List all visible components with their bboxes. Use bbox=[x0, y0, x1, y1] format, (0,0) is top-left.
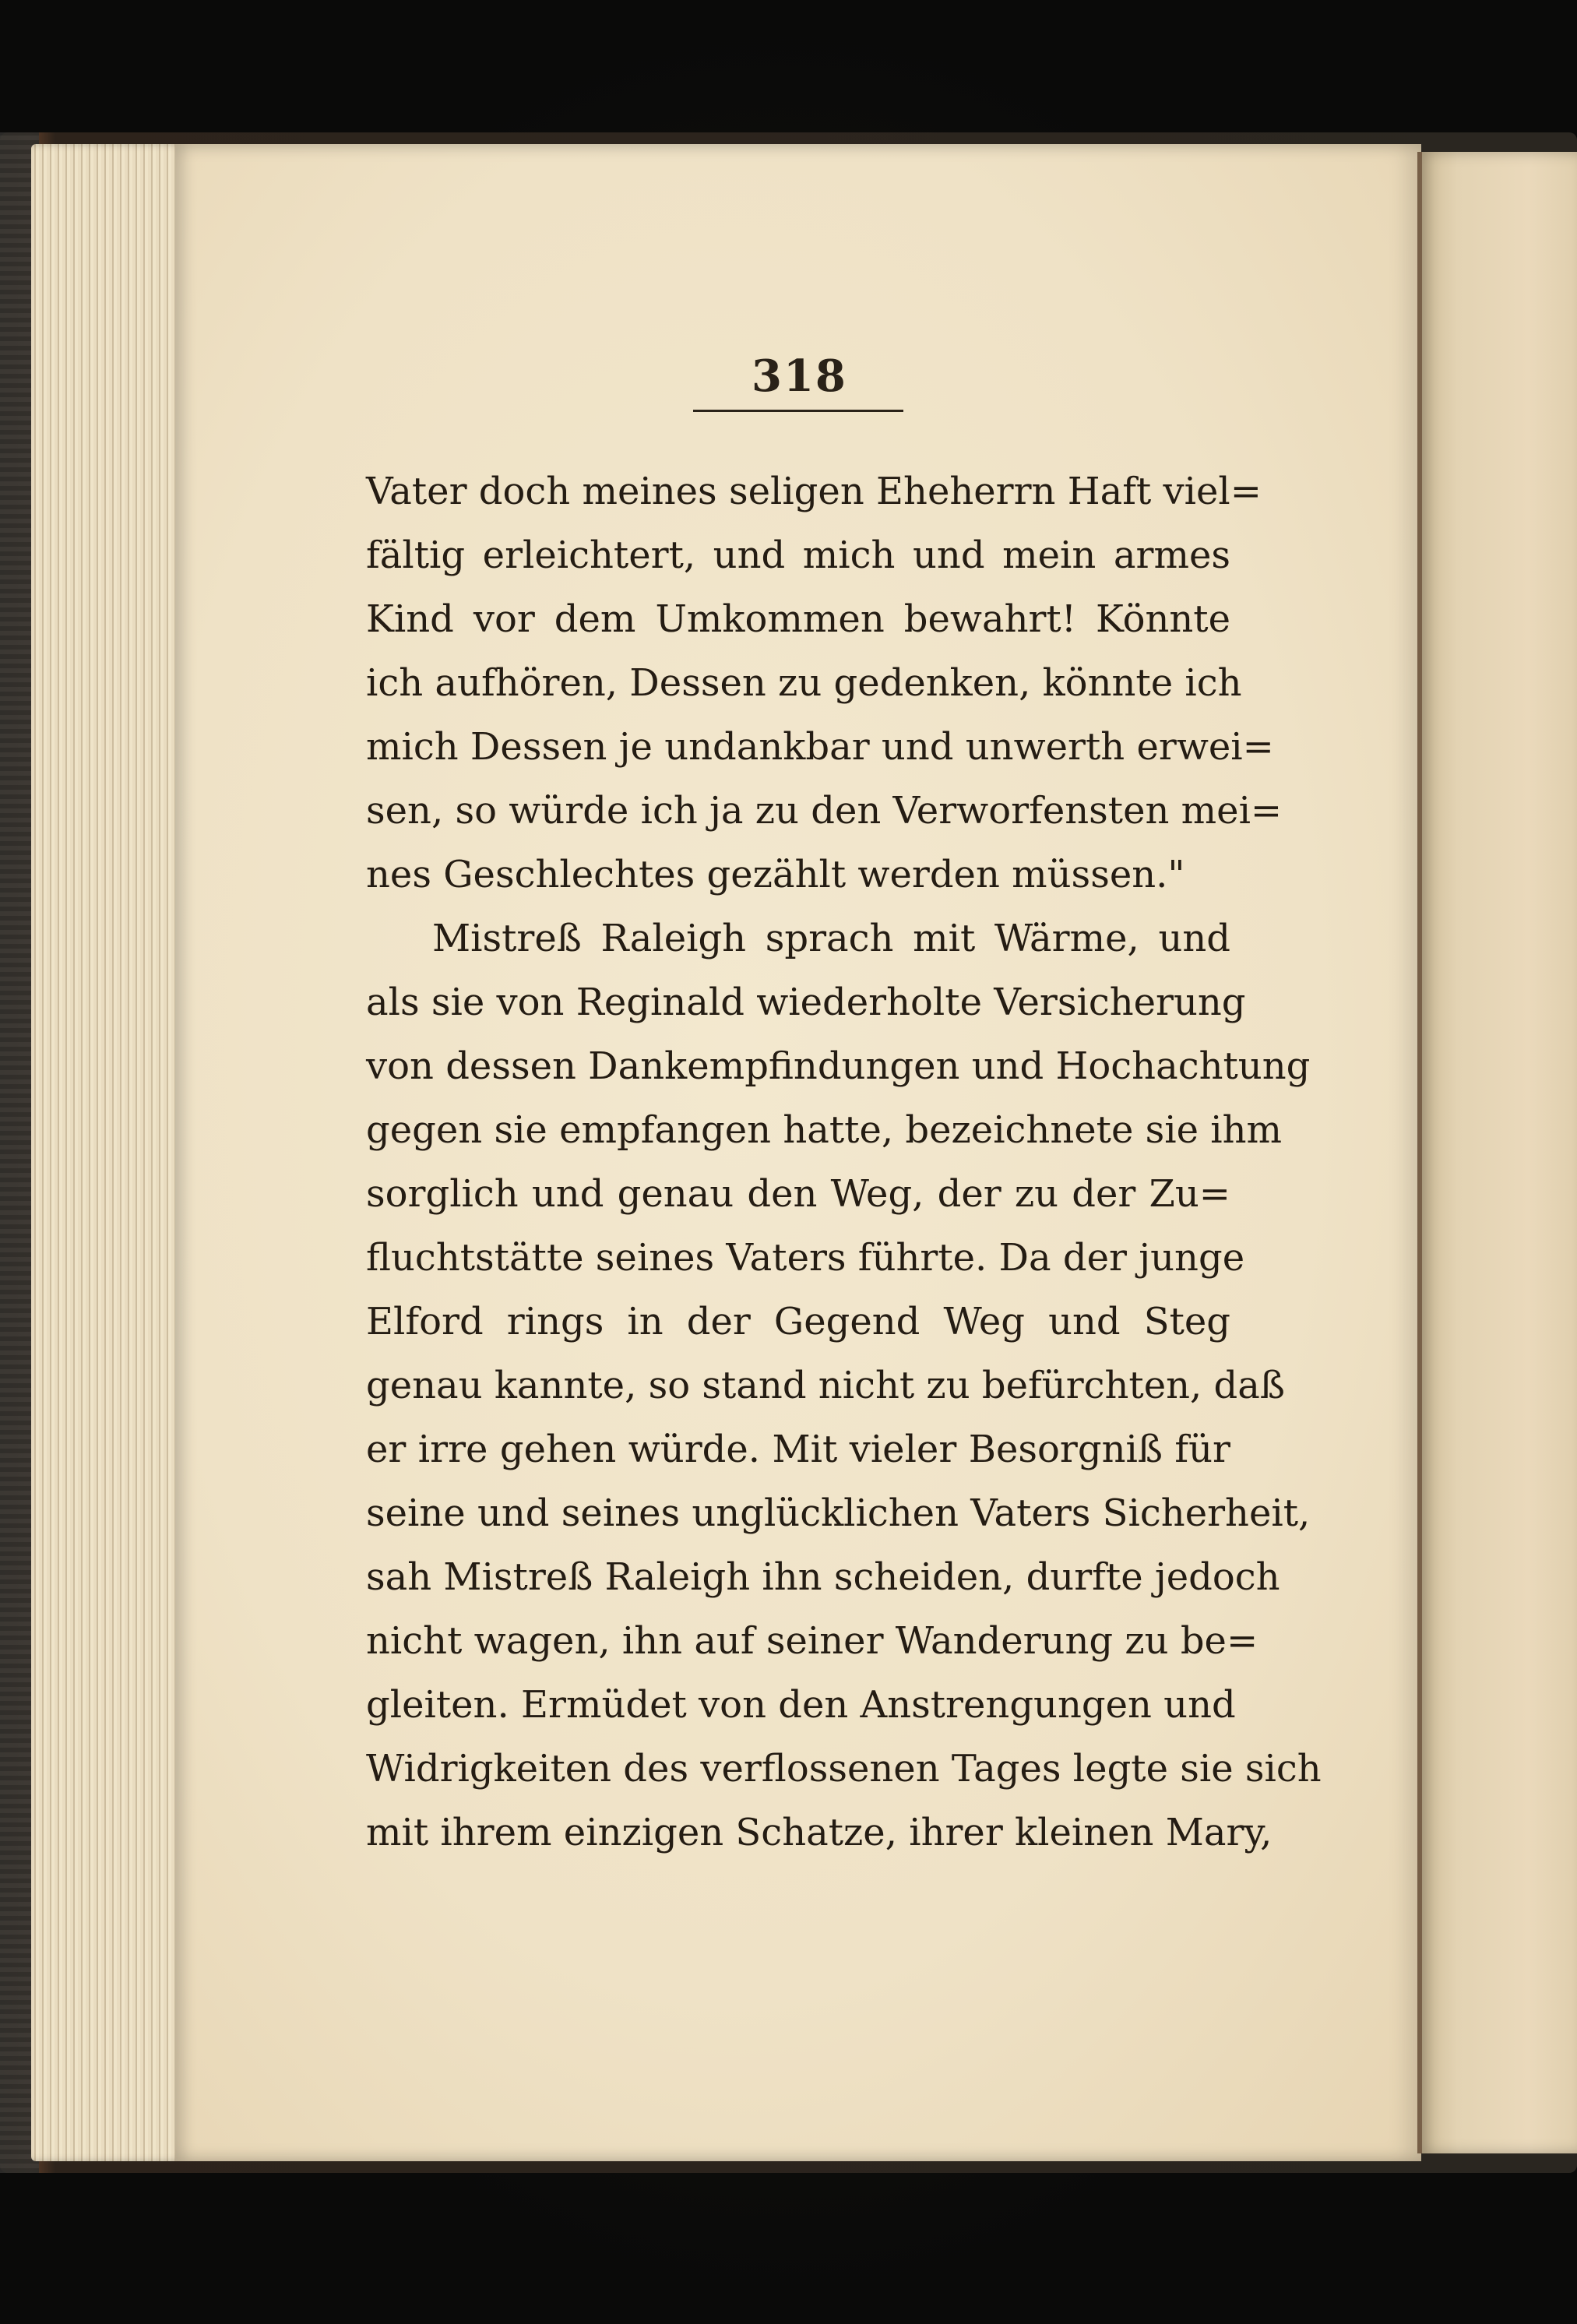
header-rule bbox=[693, 410, 903, 412]
text-line: sen, so würde ich ja zu den Verworfensten mei= bbox=[366, 789, 1283, 833]
text-line: sorglich und genau den Weg, der zu der Zu= bbox=[366, 1172, 1230, 1216]
text-line: er irre gehen würde. Mit vieler Besorgniß für bbox=[366, 1428, 1230, 1471]
text-line: ich aufhören, Dessen zu gedenken, könnte ich bbox=[366, 661, 1242, 705]
page-number: 318 bbox=[752, 350, 847, 402]
text-line: von dessen Dankempfindungen und Hochachtung bbox=[366, 1044, 1311, 1088]
text-line: als sie von Reginald wiederholte Versicherung bbox=[366, 981, 1246, 1024]
text-line: sah Mistreß Raleigh ihn scheiden, durfte jedoch bbox=[366, 1555, 1280, 1599]
text-line: genau kannte, so stand nicht zu befürchten, daß bbox=[366, 1364, 1285, 1407]
text-line: Kind vor dem Umkommen bewahrt! Könnte bbox=[366, 597, 1230, 641]
text-line: gleiten. Ermüdet von den Anstrengungen und bbox=[366, 1683, 1236, 1727]
text-line: Widrigkeiten des verflossenen Tages legte sie sich bbox=[366, 1747, 1322, 1791]
text-line: gegen sie empfangen hatte, bezeichnete sie ihm bbox=[366, 1108, 1283, 1152]
text-line: mit ihrem einzigen Schatze, ihrer kleinen Mary, bbox=[366, 1811, 1273, 1854]
text-line: nes Geschlechtes gezählt werden müssen." bbox=[366, 853, 1185, 896]
page-edges bbox=[31, 144, 187, 2161]
text-line: Mistreß Raleigh sprach mit Wärme, und bbox=[432, 917, 1230, 960]
facing-page bbox=[1417, 152, 1577, 2153]
text-line: Vater doch meines seligen Eheherrn Haft viel= bbox=[366, 470, 1262, 513]
text-line: mich Dessen je undankbar und unwerth erwei= bbox=[366, 725, 1274, 769]
text-line: Elford rings in der Gegend Weg und Steg bbox=[366, 1300, 1230, 1343]
text-line: fältig erleichtert, und mich und mein armes bbox=[366, 533, 1230, 577]
text-line: seine und seines unglücklichen Vaters Sicherheit, bbox=[366, 1491, 1311, 1535]
text-line: nicht wagen, ihn auf seiner Wanderung zu be= bbox=[366, 1619, 1258, 1663]
page-text bbox=[366, 460, 1322, 1864]
text-line: fluchtstätte seines Vaters führte. Da der junge bbox=[366, 1236, 1245, 1280]
